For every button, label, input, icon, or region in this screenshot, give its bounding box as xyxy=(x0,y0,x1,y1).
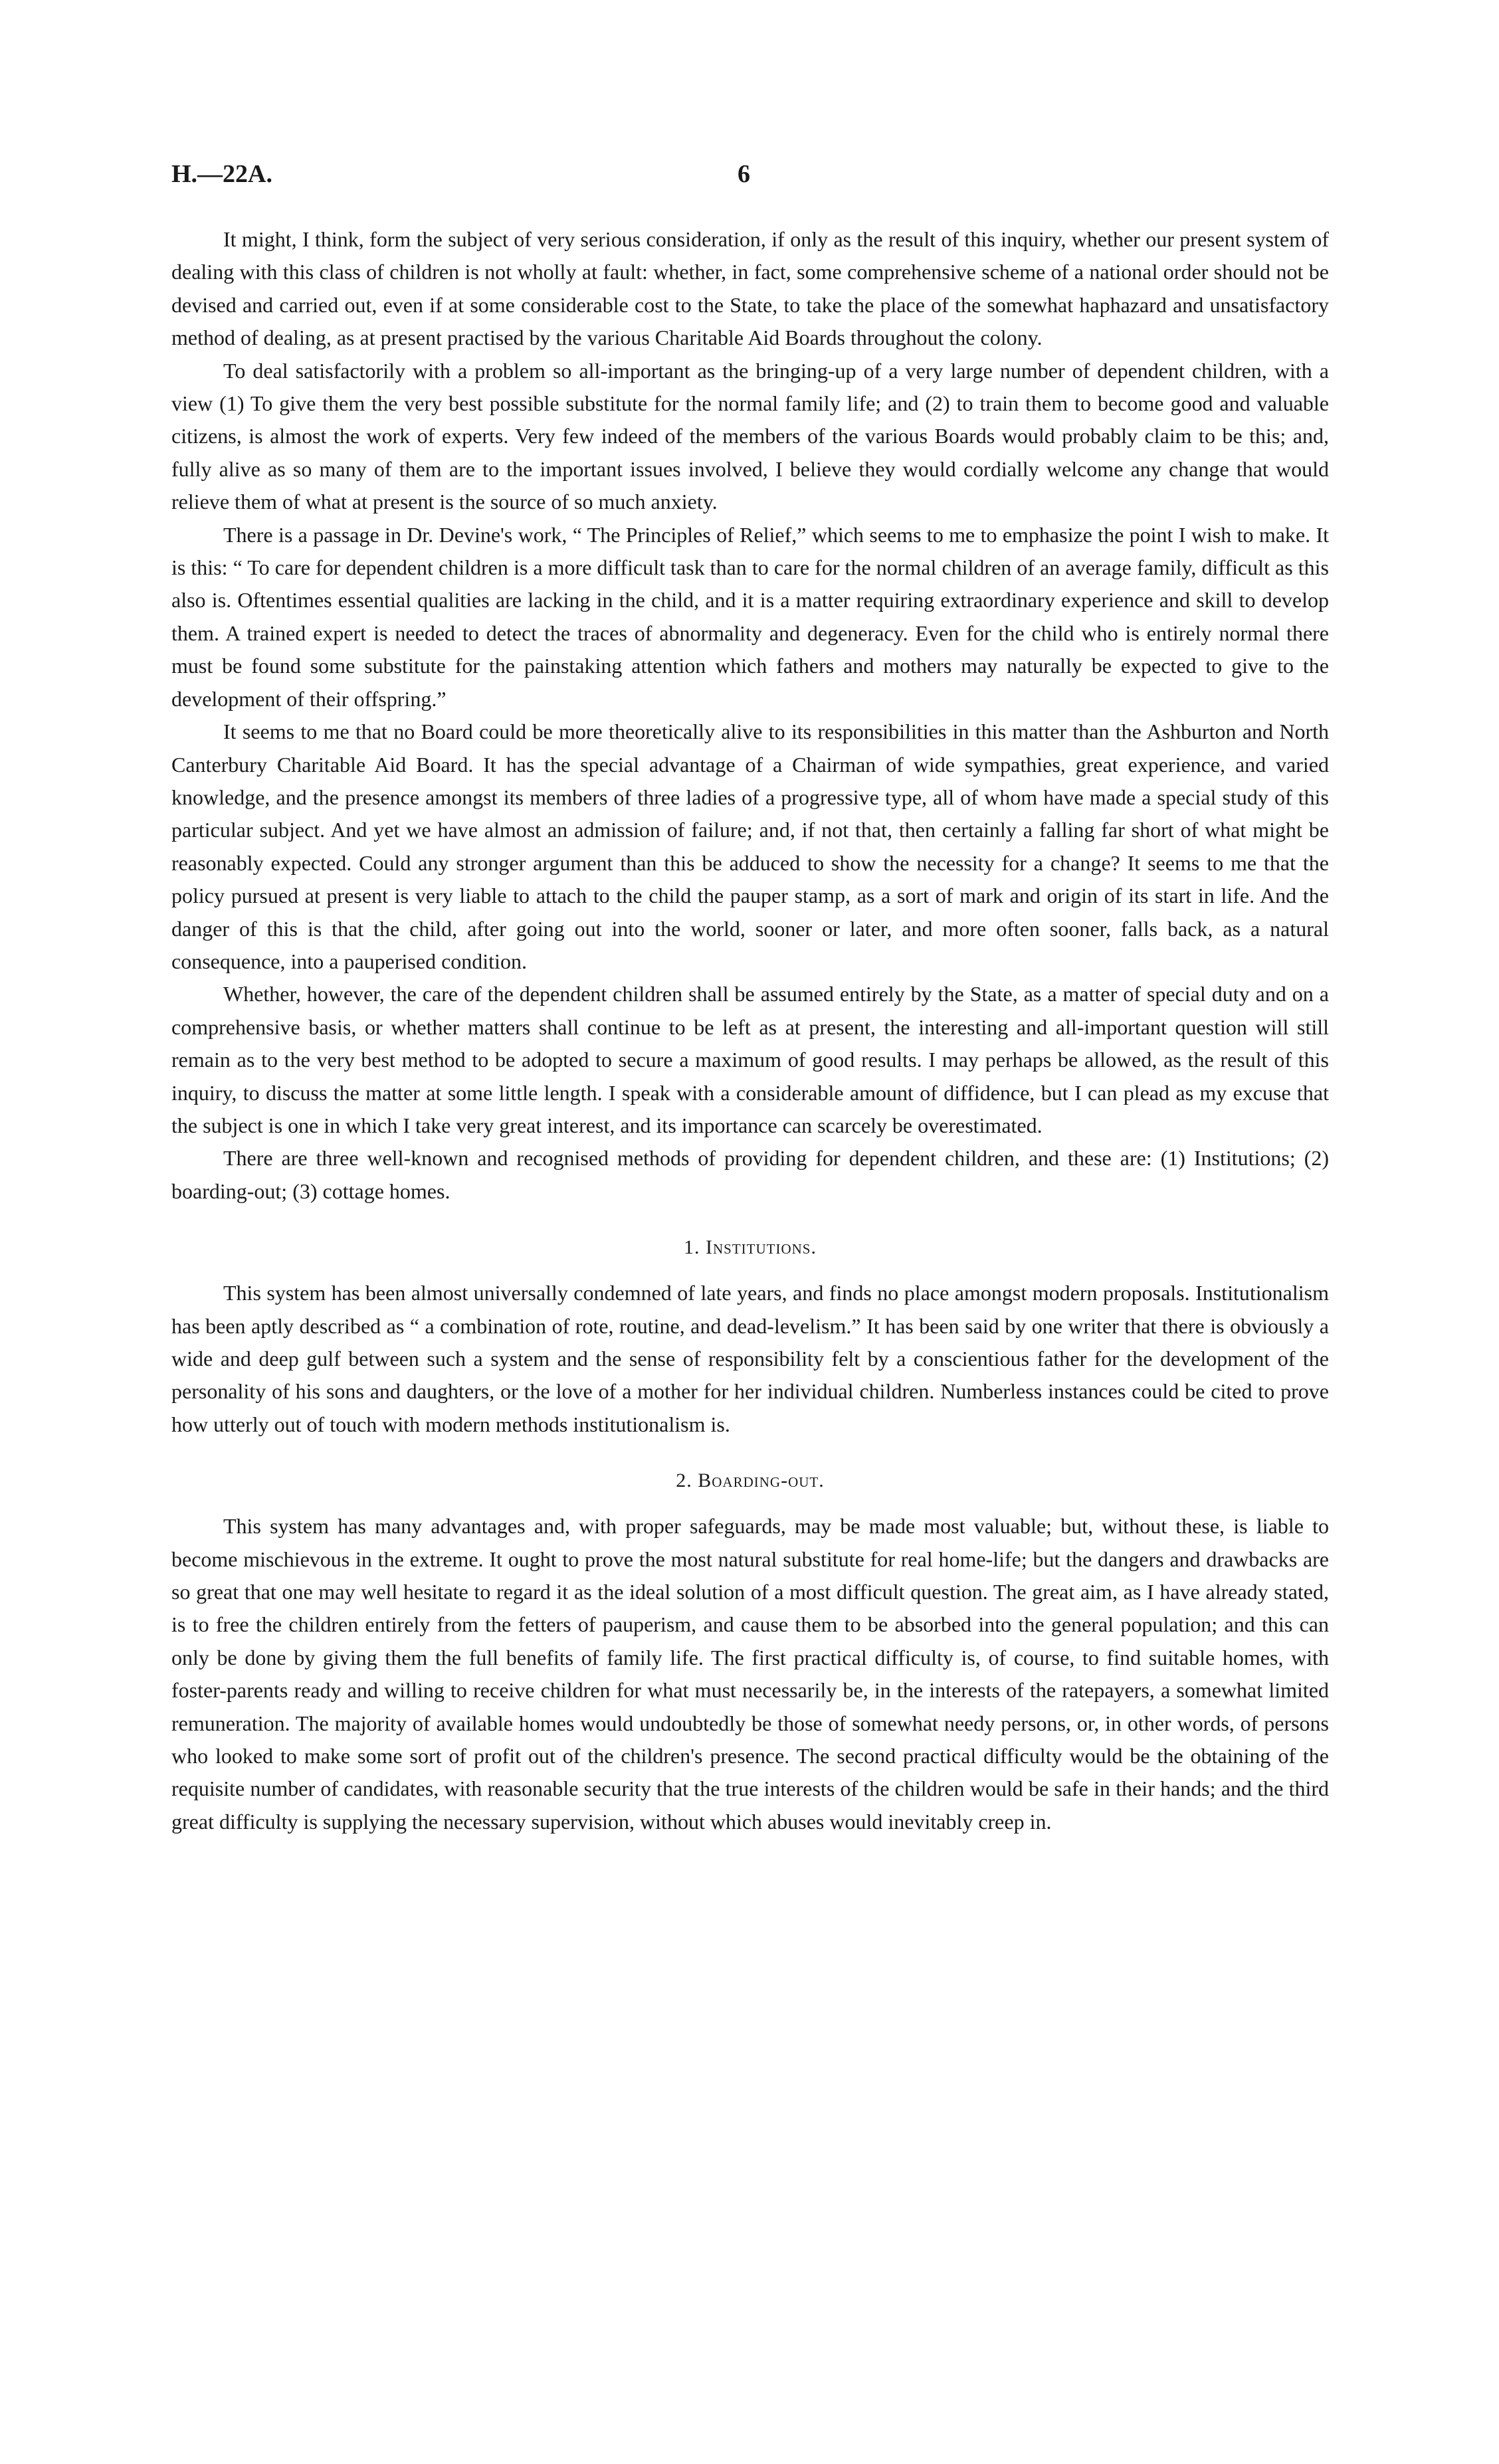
paragraph: Whether, however, the care of the dependent children shall be assumed entirely by the State, as a matter of special duty and on a comprehensive basis, or whether matters shall continue to be left as at present, the interesting and all-important question will still remain as to the very best method to be adopted to secure a maximum of good results. I may perhaps be allowed, as the result of this inquiry, to discuss the matter at some little length. I speak with a considerable amount of diffidence, but I can plead as my excuse that the subject is one in which I take very great interest, and its importance can scarcely be overestimated. xyxy=(171,982,1329,1137)
document-reference: H.—22A. xyxy=(171,160,272,188)
paragraph: To deal satisfactorily with a problem so all-important as the bringing-up of a very large number of dependent children, with a view (1) To give them the very best possible substitute for the normal family life; and (2) to train them to become good and valuable citizens, is almost the work of experts. Very few indeed of the members of the various Boards would probably claim to be this; and, fully alive as so many of them are to the important issues involved, I believe they would cordially welcome any change that would relieve them of what at present is the source of so much anxiety. xyxy=(171,358,1329,514)
page-number: 6 xyxy=(738,160,750,188)
section-heading-institutions: 1. Institutions. xyxy=(684,1236,817,1259)
paragraph: There is a passage in Dr. Devine's work, “ The Principles of Relief,” which seems to me to emphasize the point I wish to make. It is this: “ To care for dependent children is a more difficult task than to care for the normal children of an average family, difficult as this also is. Oftentimes essential qualities are lacking in the child, and it is a matter requiring extraordinary experience and skill to develop them. A trained expert is needed to detect the traces of abnormality and degeneracy. Even for the child who is entirely normal there must be found some substitute for the painstaking attention which fathers and mothers may naturally be expected to give to the development of their offspring.” xyxy=(171,522,1329,711)
page-header xyxy=(171,159,1328,199)
paragraph: It might, I think, form the subject of very serious consideration, if only as the result of this inquiry, whether our present system of dealing with this class of children is not wholly at fault: whether, in fact, some comprehensive scheme of a national order should not be devised and carried out, even if at some considerable cost to the State, to take the place of the somewhat haphazard and unsatisfactory method of dealing, as at present practised by the various Charitable Aid Boards throughout the colony. xyxy=(171,227,1329,350)
paragraph: It seems to me that no Board could be more theoretically alive to its responsibilities in this matter than the Ashburton and North Canterbury Charitable Aid Board. It has the special advantage of a Chairman of wide sympathies, great experience, and varied knowledge, and the presence amongst its members of three ladies of a progressive type, all of whom have made a special study of this particular subject. And yet we have almost an admission of failure; and, if not that, then certainly a falling far short of what might be reasonably expected. Could any stronger argument than this be adduced to show the necessity for a change? It seems to me that the policy pursued at present is very liable to attach to the child the pauper stamp, as a sort of mark and origin of its start in life. And the danger of this is that the child, after going out into the world, sooner or later, and more often sooner, falls back, as a natural consequence, into a pauperised condition. xyxy=(171,719,1329,973)
section-heading-boarding-out: 2. Boarding-out. xyxy=(676,1469,825,1492)
paragraph: This system has been almost universally condemned of late years, and finds no place amongst modern proposals. Institutionalism has been aptly described as “ a combination of rote, routine, and dead-levelism.” It has been said by one writer that there is obviously a wide and deep gulf between such a system and the sense of responsibility felt by a conscientious father for the development of the personality of his sons and daughters, or the love of a mother for her individual children. Numberless instances could be cited to prove how utterly out of touch with modern methods institutionalism is. xyxy=(171,1281,1329,1436)
body-text xyxy=(171,223,1329,1838)
paragraph: This system has many advantages and, with proper safeguards, may be made most valuable; but, without these, is liable to become mischievous in the extreme. It ought to prove the most natural substitute for real home-life; but the dangers and drawbacks are so great that one may well hesitate to regard it as the ideal solution of a most difficult question. The great aim, as I have already stated, is to free the children entirely from the fetters of pauperism, and cause them to be absorbed into the general population; and this can only be done by giving them the full benefits of family life. The first practical difficulty is, of course, to find suitable homes, with foster-parents ready and willing to receive children for what must necessarily be, in the interests of the ratepayers, a somewhat limited remuneration. The majority of available homes would undoubtedly be those of somewhat needy persons, or, in other words, of persons who looked to make some sort of profit out of the children's presence. The second practical difficulty would be the obtaining of the requisite number of candidates, with reasonable security that the true interests of the children would be safe in their hands; and the third great difficulty is supplying the necessary supervision, without which abuses would inevitably creep in. xyxy=(171,1514,1329,1834)
paragraph: There are three well-known and recognised methods of providing for dependent children, and these are: (1) Institutions; (2) boarding-out; (3) cottage homes. xyxy=(171,1146,1329,1203)
